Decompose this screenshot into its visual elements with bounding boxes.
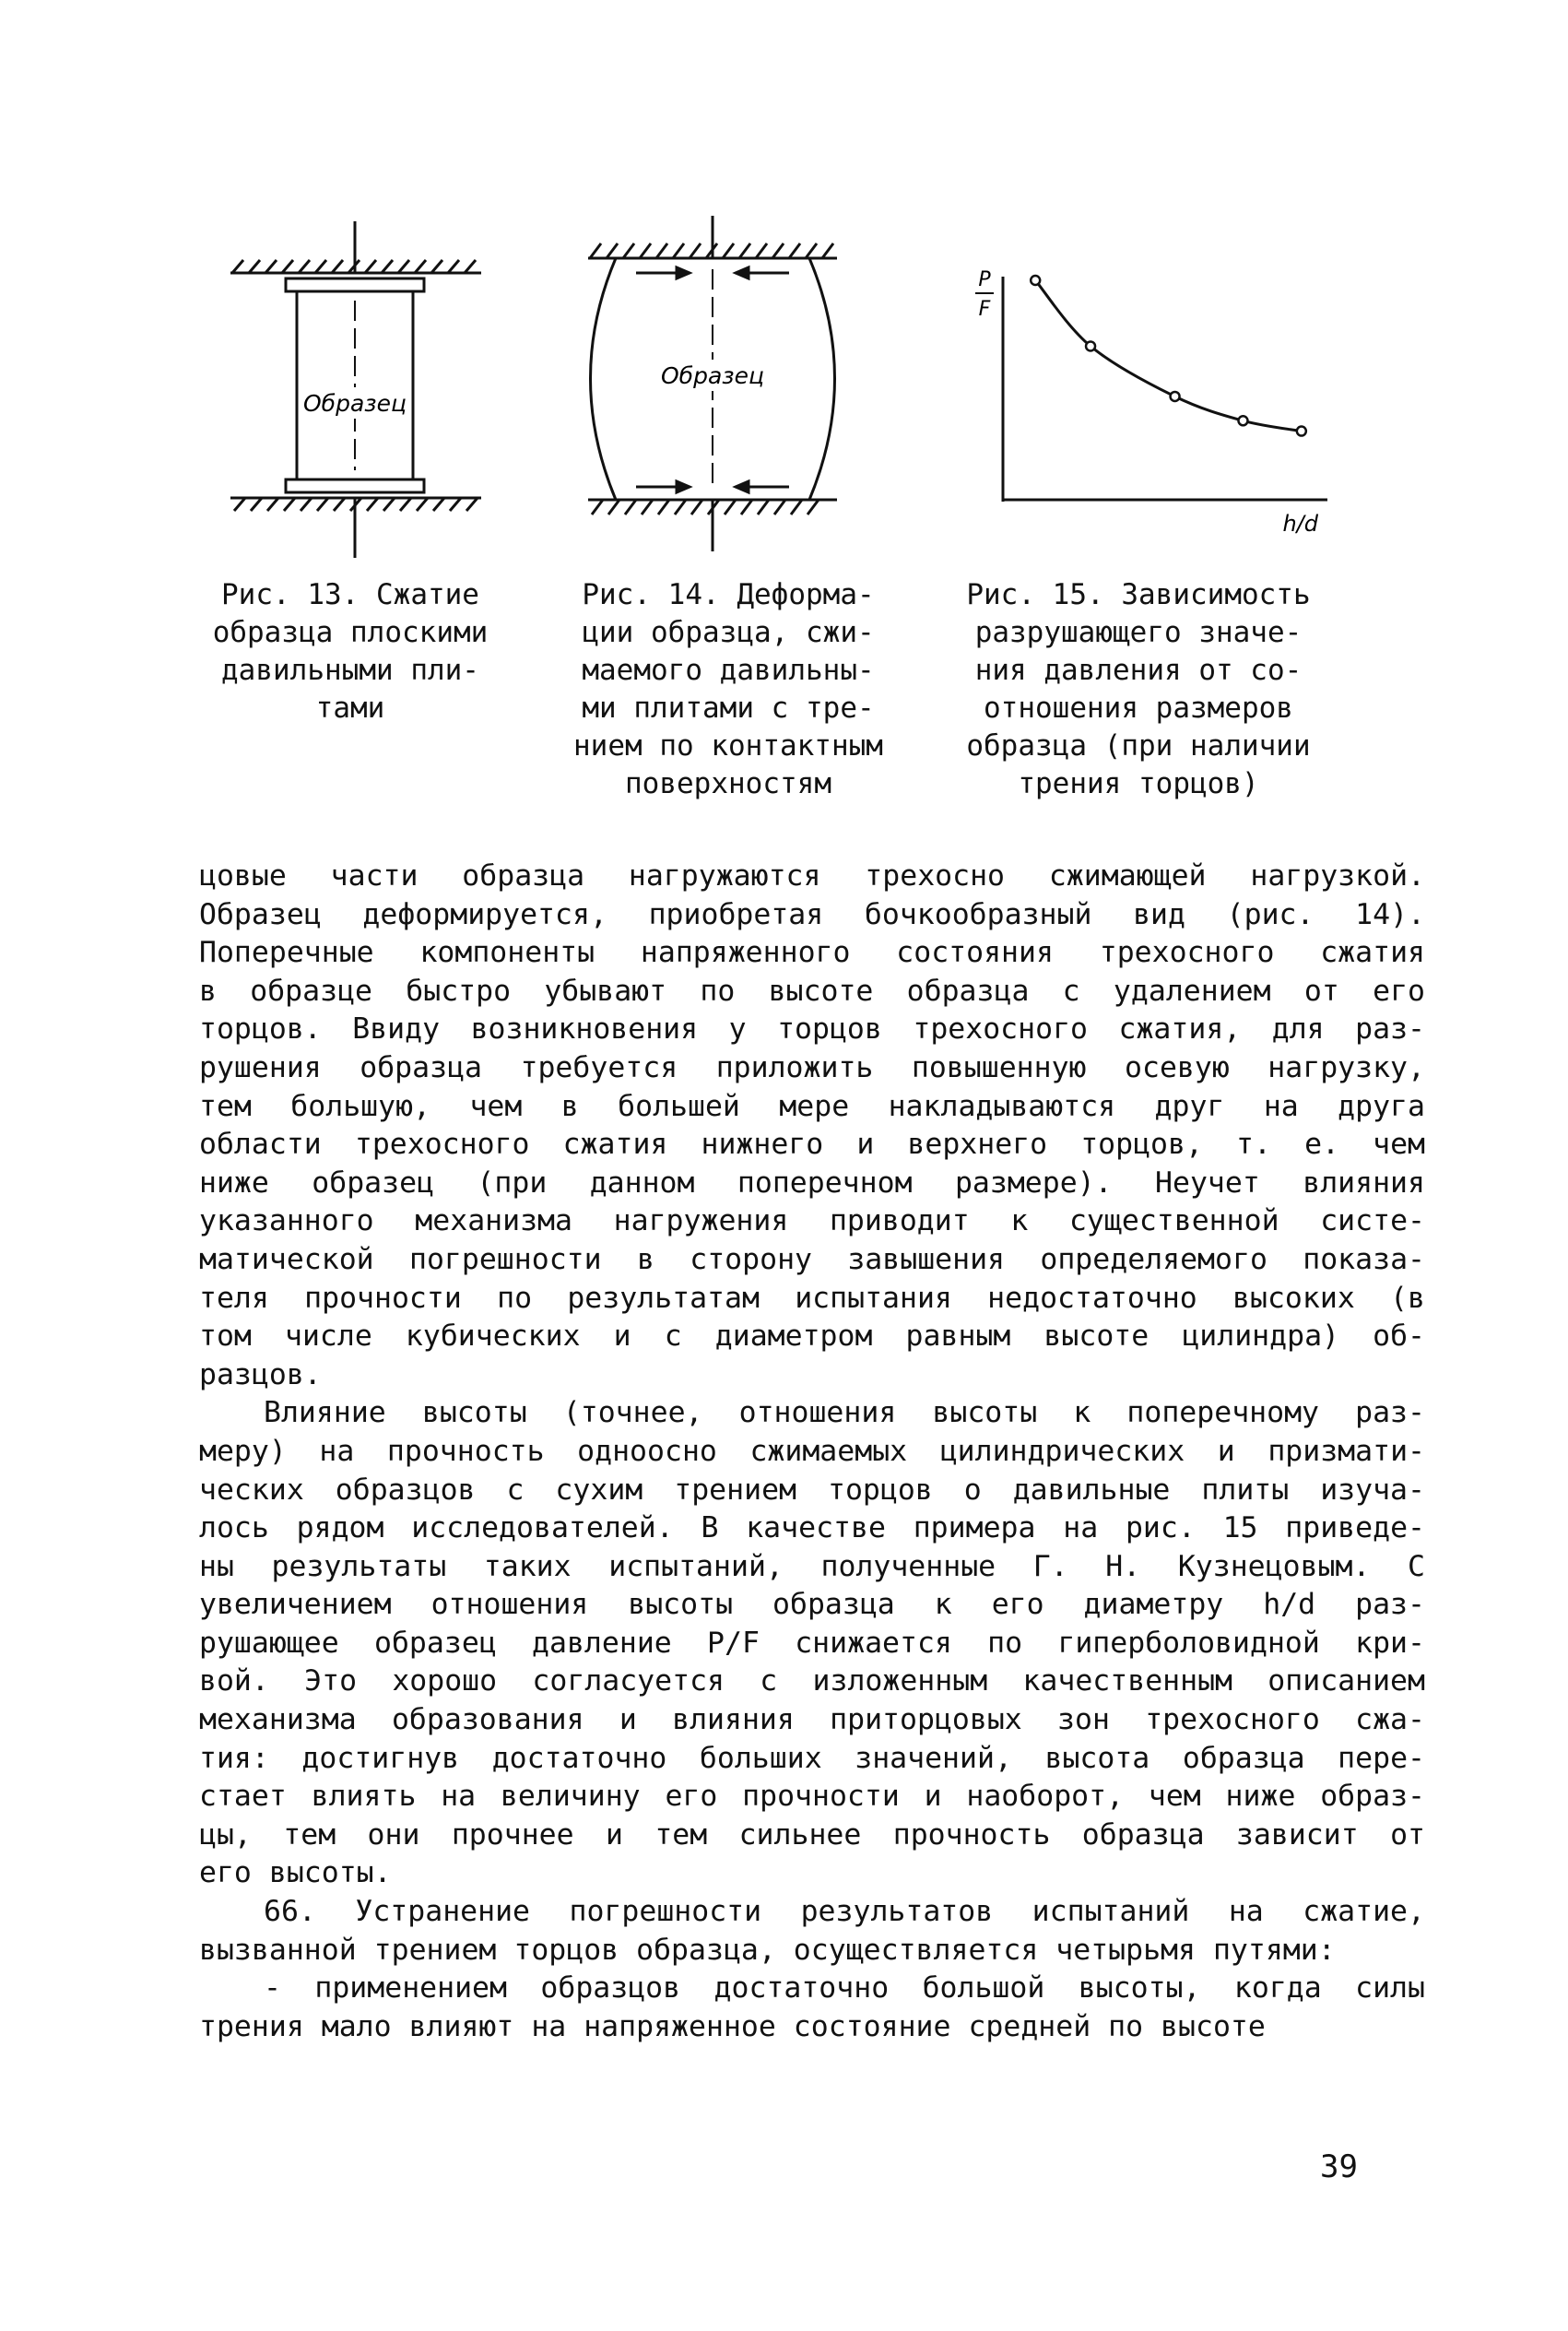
caption-line: давильными пли- <box>221 654 479 687</box>
text-line: лось рядом исследователей. В качестве примера на рис. 15 приведе- <box>199 1511 1425 1545</box>
caption-line: нием по контактным <box>573 729 883 763</box>
paragraph <box>199 1394 1425 1893</box>
text-line: ниже образец (при данном поперечном размере). Неучет влияния <box>199 1166 1425 1200</box>
caption-line: тами <box>315 692 385 725</box>
figure-13-diagram <box>212 212 489 572</box>
text-line: рушающее образец давление P/F снижается по гиперболовидной кри- <box>199 1626 1425 1660</box>
caption-line: Рис. 13. Сжатие <box>221 578 479 611</box>
data-point <box>1086 341 1095 350</box>
text-line: ны результаты таких испытаний, полученные Г. Н. Кузнецовым. С <box>199 1549 1425 1583</box>
data-point <box>1238 416 1247 425</box>
y-axis-label-numerator: P <box>978 268 991 291</box>
text-line: меру) на прочность одноосно сжимаемых цилиндрических и призмати- <box>199 1434 1425 1468</box>
text-line: механизма образования и влияния приторцовых зон трехосного сжа- <box>199 1703 1425 1737</box>
text-line: трения мало влияют на напряженное состояние средней по высоте <box>199 2009 1266 2043</box>
figure-13-specimen-label: Образец <box>303 390 407 417</box>
paragraph <box>199 1893 1425 1970</box>
pressure-curve <box>1035 280 1302 432</box>
text-line: Влияние высоты (точнее, отношения высоты к поперечному раз- <box>264 1396 1425 1430</box>
caption-line: образца (при наличии <box>966 729 1311 763</box>
caption-line: ми плитами с тре- <box>582 692 875 725</box>
text-line: цовые части образца нагружаются трехосно сжимающей нагрузкой. <box>199 859 1425 893</box>
text-line: цы, тем они прочнее и тем сильнее прочность образца зависит от <box>199 1817 1425 1852</box>
paragraph <box>199 1970 1425 2046</box>
paragraph <box>199 858 1425 1394</box>
figure-14-caption <box>544 576 913 803</box>
caption-line: ции образца, сжи- <box>582 616 875 649</box>
text-line: вызванной трением торцов образца, осуществляется четырьмя путями: <box>199 1933 1336 1967</box>
figure-15-chart <box>959 258 1346 544</box>
x-axis-label: h/d <box>1282 511 1318 537</box>
text-line: Поперечные компоненты напряженного состояния трехосного сжатия <box>199 936 1425 970</box>
text-line: ческих образцов с сухим трением торцов о давильные плиты изуча- <box>199 1473 1425 1507</box>
caption-line: Рис. 14. Деформа- <box>582 578 875 611</box>
figure-13-caption <box>184 576 516 728</box>
figure-14-diagram <box>560 212 855 572</box>
body-text <box>199 858 1425 2046</box>
caption-line: образца плоскими <box>212 616 489 649</box>
text-line: торцов. Ввиду возникновения у торцов трехосного сжатия, для раз- <box>199 1012 1425 1047</box>
text-line: том числе кубических и с диаметром равным высоте цилиндра) об- <box>199 1319 1425 1354</box>
caption-line: Рис. 15. Зависимость <box>966 578 1311 611</box>
text-line: рушения образца требуется приложить повышенную осевую нагрузку, <box>199 1050 1425 1084</box>
text-line: разцов. <box>199 1357 322 1391</box>
text-line: области трехосного сжатия нижнего и верхнего торцов, т. е. чем <box>199 1128 1425 1162</box>
caption-line: маемого давильны- <box>582 654 875 687</box>
text-line: - применением образцов достаточно большой высоты, когда силы <box>264 1971 1425 2006</box>
text-line: увеличением отношения высоты образца к его диаметру h/d раз- <box>199 1588 1425 1622</box>
text-line: стает влиять на величину его прочности и наоборот, чем ниже образ- <box>199 1780 1425 1814</box>
text-line: теля прочности по результатам испытания недостаточно высоких (в <box>199 1281 1425 1315</box>
text-line: вой. Это хорошо согласуется с изложенным качественным описанием <box>199 1664 1425 1698</box>
text-line: в образце быстро убывают по высоте образца с удалением от его <box>199 974 1425 1008</box>
caption-line: отношения размеров <box>984 692 1293 725</box>
text-line: указанного механизма нагружения приводит к существенной систе- <box>199 1204 1425 1238</box>
figure-15-caption <box>936 576 1341 803</box>
caption-line: трения торцов) <box>1018 767 1259 800</box>
figure-14-specimen-label: Образец <box>661 362 764 389</box>
page-number: 39 <box>1320 2148 1358 2185</box>
text-line: его высоты. <box>199 1856 392 1890</box>
text-line: 66. Устранение погрешности результатов испытаний на сжатие, <box>264 1895 1425 1929</box>
text-line: тия: достигнув достаточно больших значений, высота образца пере- <box>199 1741 1425 1775</box>
data-point <box>1297 427 1306 436</box>
text-line: матической погрешности в сторону завышения определяемого показа- <box>199 1242 1425 1276</box>
caption-line: поверхностям <box>625 767 831 800</box>
data-point <box>1031 276 1040 285</box>
caption-line: разрушающего значе- <box>974 616 1303 649</box>
data-point <box>1171 392 1180 401</box>
text-line: Образец деформируется, приобретая бочкообразный вид (рис. 14). <box>199 897 1425 931</box>
y-axis-label-denominator: F <box>978 298 991 321</box>
caption-line: ния давления от со- <box>974 654 1303 687</box>
text-line: тем большую, чем в большей мере накладываются друг на друга <box>199 1089 1425 1123</box>
